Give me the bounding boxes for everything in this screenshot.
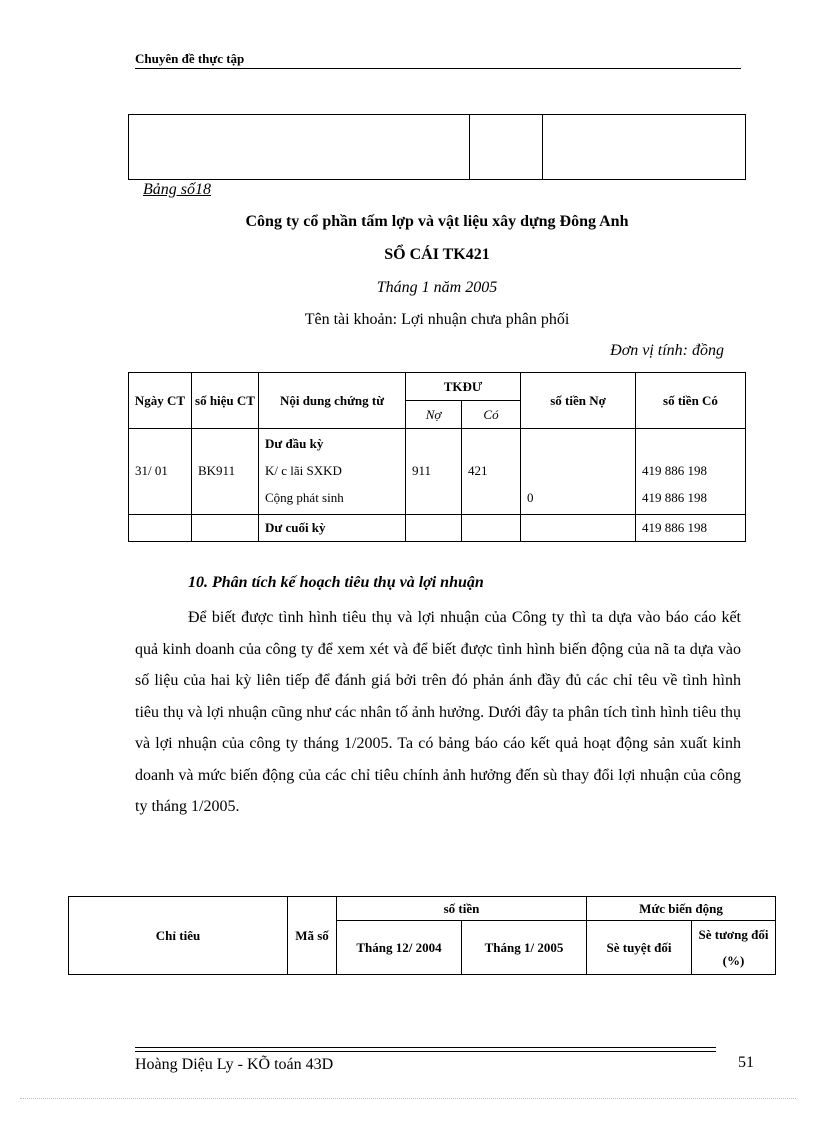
cell-date: 31/ 01	[129, 429, 192, 515]
table-caption: Bảng số18	[143, 181, 211, 198]
col-header-debit: số tiền Nợ	[521, 373, 636, 429]
cell-doc-no: BK911	[192, 429, 259, 515]
footer-author: Hoàng Diệu Ly - KÕ toán 43D	[135, 1056, 334, 1073]
ledger-table	[128, 372, 746, 542]
closing-cell	[462, 515, 521, 542]
closing-cell	[521, 515, 636, 542]
analysis-table	[68, 896, 776, 975]
opening-balance-label: Dư đầu kỳ	[265, 436, 324, 451]
col-header-code: Mã số	[288, 897, 337, 975]
ledger-period: Tháng 1 năm 2005	[376, 279, 498, 296]
total-label: Cộng phát sinh	[265, 490, 344, 505]
closing-balance-label: Dư cuối kỳ	[259, 515, 406, 542]
col-header-tk-no: Nợ	[406, 401, 462, 429]
ledger-title: SỔ CÁI TK421	[384, 246, 490, 263]
col-header-amount: số tiền	[337, 897, 587, 921]
closing-cell	[192, 515, 259, 542]
page-number: 51	[738, 1054, 754, 1071]
closing-balance-credit: 419 886 198	[636, 515, 746, 542]
company-name: Công ty cổ phần tấm lợp và vật liệu xây dựng Đông Anh	[245, 213, 629, 230]
closing-cell	[406, 515, 462, 542]
fragment-cell	[129, 115, 470, 180]
col-header-date: Ngày CT	[129, 373, 192, 429]
page-bottom-edge	[20, 1098, 796, 1099]
footer-divider	[135, 1047, 716, 1048]
col-header-doc-no: số hiệu CT	[192, 373, 259, 429]
col-header-absolute: Sè tuyệt đối	[587, 921, 692, 975]
cell-credit: 419 886 198 419 886 198	[636, 429, 746, 515]
cell-tk-co: 421	[462, 429, 521, 515]
col-header-indicator: Chỉ tiêu	[69, 897, 288, 975]
fragment-cell	[470, 115, 543, 180]
col-header-tkdu: TKĐƯ	[406, 373, 521, 401]
section-paragraph: Để biết được tình hình tiêu thụ và lợi nhuận của Công ty thì ta dựa vào báo cáo kết quả kinh doanh của công ty để xem xét và để biết được tình hình biến động của nã ta dựa vào số liệu của hai kỳ liên tiếp để đánh giá bởi trên đó phản ánh đầy đủ các chỉ têu về tình hình tiêu thụ và lợi nhuận cũng như các nhân tố ảnh hưởng. Dưới đây ta phân tích tình hình tiêu thụ và lợi nhuận của công ty tháng 1/2005. Ta có bảng báo cáo kết quả hoạt động sản xuất kinh doanh và mức biến động của các chỉ tiêu chính ảnh hưởng đến sù thay đổi lợi nhuận của công ty tháng 1/2005.	[135, 609, 741, 815]
page-header-title: Chuyên đề thực tập	[135, 51, 245, 66]
account-name: Tên tài khoản: Lợi nhuận chưa phân phối	[304, 311, 570, 328]
header-divider	[135, 68, 741, 69]
cell-debit: 0	[521, 429, 636, 515]
col-header-credit: số tiền Có	[636, 373, 746, 429]
col-header-relative: Sè tương đối (%)	[692, 921, 776, 975]
currency-unit: Đơn vị tính: đồng	[610, 342, 724, 359]
col-header-dec-2004: Tháng 12/ 2004	[337, 921, 462, 975]
col-header-content: Nội dung chứng từ	[259, 373, 406, 429]
section-heading: 10. Phân tích kế hoạch tiêu thụ và lợi nhuận	[188, 574, 484, 591]
continued-table-fragment	[128, 114, 746, 180]
col-header-change: Mức biến động	[587, 897, 776, 921]
col-header-tk-co: Có	[462, 401, 521, 429]
fragment-cell	[543, 115, 746, 180]
col-header-jan-2005: Tháng 1/ 2005	[462, 921, 587, 975]
cell-tk-no: 911	[406, 429, 462, 515]
footer-divider	[135, 1051, 716, 1052]
entry-description: K/ c lãi SXKD	[265, 463, 342, 478]
cell-content	[259, 429, 406, 515]
closing-cell	[129, 515, 192, 542]
